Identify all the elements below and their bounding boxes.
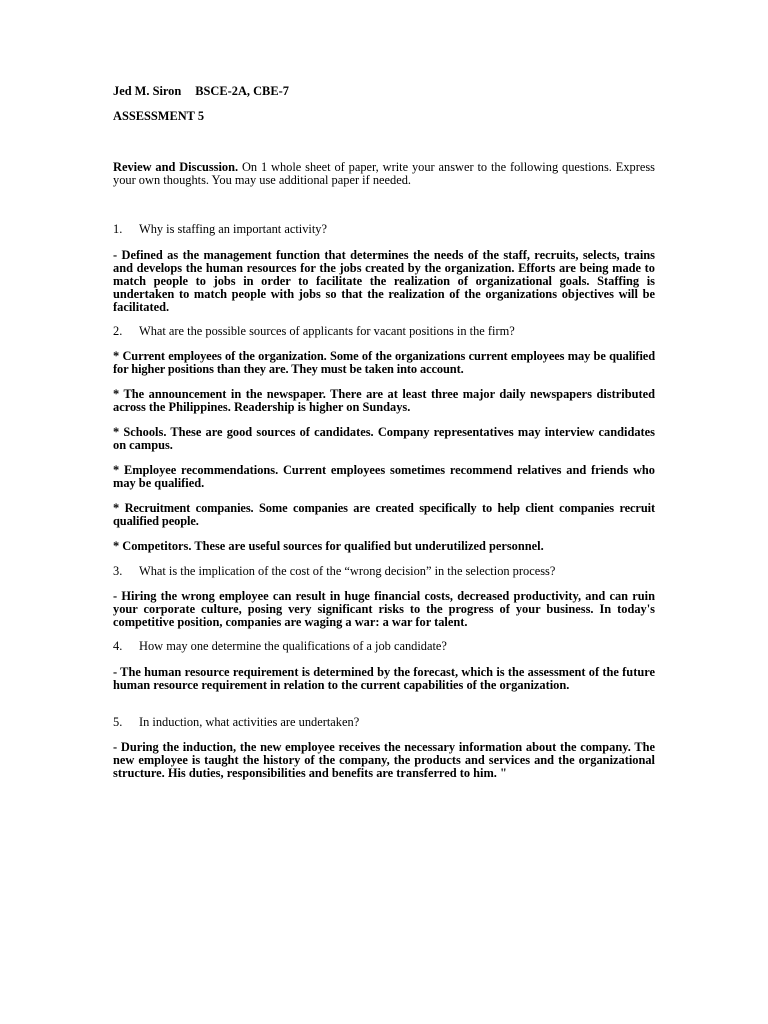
question-block-1 (113, 223, 655, 236)
question-number: 5. (113, 715, 123, 729)
question-5 (113, 716, 655, 729)
question-block-4 (113, 640, 655, 653)
question-3 (113, 565, 655, 578)
question-number: 4. (113, 639, 123, 653)
question-text: What is the implication of the cost of the “wrong decision” in the selection process? (139, 564, 556, 578)
instructions-text: On 1 whole sheet of paper, write your answer to the following questions. Express your own thoughts. You may use additional paper if needed. (113, 160, 655, 187)
question-text: What are the possible sources of applicants for vacant positions in the firm? (139, 324, 515, 338)
answer-2-item: * Current employees of the organization. Some of the organizations current employees may be qualified for higher positions than they are. They must be taken into account. (113, 349, 655, 376)
question-text: How may one determine the qualifications of a job candidate? (139, 639, 447, 653)
question-number: 3. (113, 564, 123, 578)
question-1 (113, 223, 655, 236)
assessment-title: ASSESSMENT 5 (113, 109, 205, 123)
student-header (113, 85, 289, 98)
answer-2-item: * Recruitment companies. Some companies are created specifically to help client companies recruit qualified people. (113, 501, 655, 528)
instructions-lead: Review and Discussion. (113, 160, 239, 174)
question-block-2 (113, 325, 655, 338)
course-section: BSCE-2A, CBE-7 (195, 84, 289, 98)
answer-1: - Defined as the management function that determines the needs of the staff, recruits, selects, trains and develops the human resources for the jobs created by the organization. Efforts are being made to match people to jobs in order to facilitate the realization of organizational goals. Staffing is undertaken to match people with jobs so that the realization of the organizations objectives will be facilitated. (113, 248, 655, 314)
question-text: In induction, what activities are undertaken? (139, 715, 360, 729)
question-2 (113, 325, 655, 338)
answer-2-item: * Schools. These are good sources of candidates. Company representatives may interview candidates on campus. (113, 425, 655, 452)
question-block-5 (113, 716, 655, 729)
answer-3: - Hiring the wrong employee can result in huge financial costs, decreased productivity, and can ruin your corporate culture, posing very significant risks to the progress of your business. In today's competitive position, companies are waging a war: a war for talent. (113, 589, 655, 629)
student-name: Jed M. Siron (113, 84, 182, 98)
answer-4: - The human resource requirement is determined by the forecast, which is the assessment of the future human resource requirement in relation to the current capabilities of the organization. (113, 665, 655, 692)
question-number: 1. (113, 222, 123, 236)
question-block-3 (113, 565, 655, 578)
question-number: 2. (113, 324, 123, 338)
answer-2-item: * Competitors. These are useful sources for qualified but underutilized personnel. (113, 539, 544, 553)
answer-2-item: * Employee recommendations. Current employees sometimes recommend relatives and friends who may be qualified. (113, 463, 655, 490)
answer-5: - During the induction, the new employee receives the necessary information about the company. The new employee is taught the history of the company, the products and services and the organizational structure. His duties, responsibilities and benefits are transferred to him. " (113, 740, 655, 780)
question-4 (113, 640, 655, 653)
instructions-paragraph (113, 161, 655, 187)
question-text: Why is staffing an important activity? (139, 222, 327, 236)
answer-2-item: * The announcement in the newspaper. There are at least three major daily newspapers distributed across the Philippines. Readership is higher on Sundays. (113, 387, 655, 414)
